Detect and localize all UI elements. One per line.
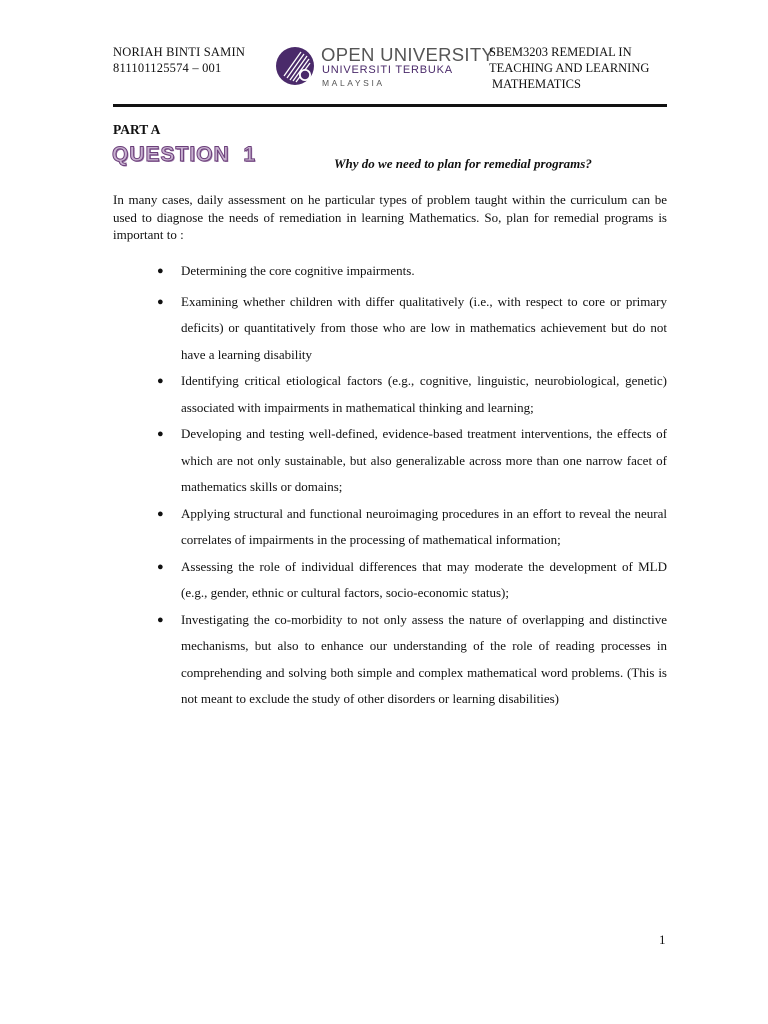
course-line-1: SBEM3203 REMEDIAL IN <box>489 45 632 59</box>
logo-title: OPEN UNIVERSITY <box>321 44 495 65</box>
list-item-text: Identifying critical etiological factors (e.g., cognitive, linguistic, neurobiological, genetic) associated with impairments in mathematical thinking and learning; <box>181 373 667 415</box>
list-item-text: Assessing the role of individual differences that may moderate the development of MLD (e.g., gender, ethnic or cultural factors, socio-economic status); <box>181 558 667 600</box>
course-line-3: MATHEMATICS <box>492 77 581 91</box>
list-item <box>113 421 667 501</box>
page-number: 1 <box>659 932 666 947</box>
logo-subtitle: UNIVERSITI TERBUKA <box>322 64 453 76</box>
author-name: NORIAH BINTI SAMIN <box>113 45 246 59</box>
bullet-icon: ● <box>157 295 164 308</box>
bullet-icon: ● <box>157 265 164 277</box>
bullet-icon: ● <box>157 375 164 387</box>
bullet-icon: ● <box>157 507 164 520</box>
author-block <box>113 44 245 76</box>
logo-country: MALAYSIA <box>322 78 385 88</box>
bullet-icon: ● <box>157 560 164 573</box>
course-block <box>489 44 649 92</box>
list-item <box>113 554 667 607</box>
bullet-icon: ● <box>157 613 164 626</box>
header-divider <box>113 104 667 107</box>
list-item-text: Investigating the co-morbidity to not only assess the nature of overlapping and distinctive mechanisms, but also to enhance our understanding of the role of reading processes in comprehending and solving both simple and complex mathematical word problems. (This is not meant to exclude the study of other disorders or learning disabilities) <box>181 611 667 706</box>
university-emblem-icon <box>275 46 315 86</box>
intro-paragraph: In many cases, daily assessment on he particular types of problem taught within the curriculum can be used to diagnose the needs of remediation in learning Mathematics. So, plan for remedial programs is important to : <box>113 192 667 242</box>
list-item-text: Developing and testing well-defined, evidence-based treatment interventions, the effects of which are not only sustainable, but also generalizable across more than one narrow facet of mathematics skills or domains; <box>181 426 667 494</box>
question-title: QUESTION 1 <box>112 143 257 166</box>
list-item <box>113 368 667 421</box>
list-item-text: Determining the core cognitive impairments. <box>181 263 415 278</box>
list-item-text: Applying structural and functional neuroimaging procedures in an effort to reveal the neural correlates of impairments in the processing of mathematical information; <box>181 505 667 547</box>
bullet-list <box>113 258 667 713</box>
list-item <box>113 289 667 369</box>
list-item <box>113 607 667 713</box>
course-line-2: TEACHING AND LEARNING <box>489 61 650 75</box>
list-item <box>113 501 667 554</box>
author-id: 811101125574 – 001 <box>113 61 222 75</box>
part-heading: PART A <box>113 122 161 137</box>
open-university-logo <box>275 44 495 92</box>
list-item <box>113 258 667 285</box>
list-item-text: Examining whether children with differ qualitatively (i.e., with respect to core or primary deficits) or quantitatively from those who are low in mathematics achievement but do not have a learning disability <box>181 293 667 362</box>
bullet-icon: ● <box>157 428 164 440</box>
question-text: Why do we need to plan for remedial programs? <box>334 156 592 171</box>
